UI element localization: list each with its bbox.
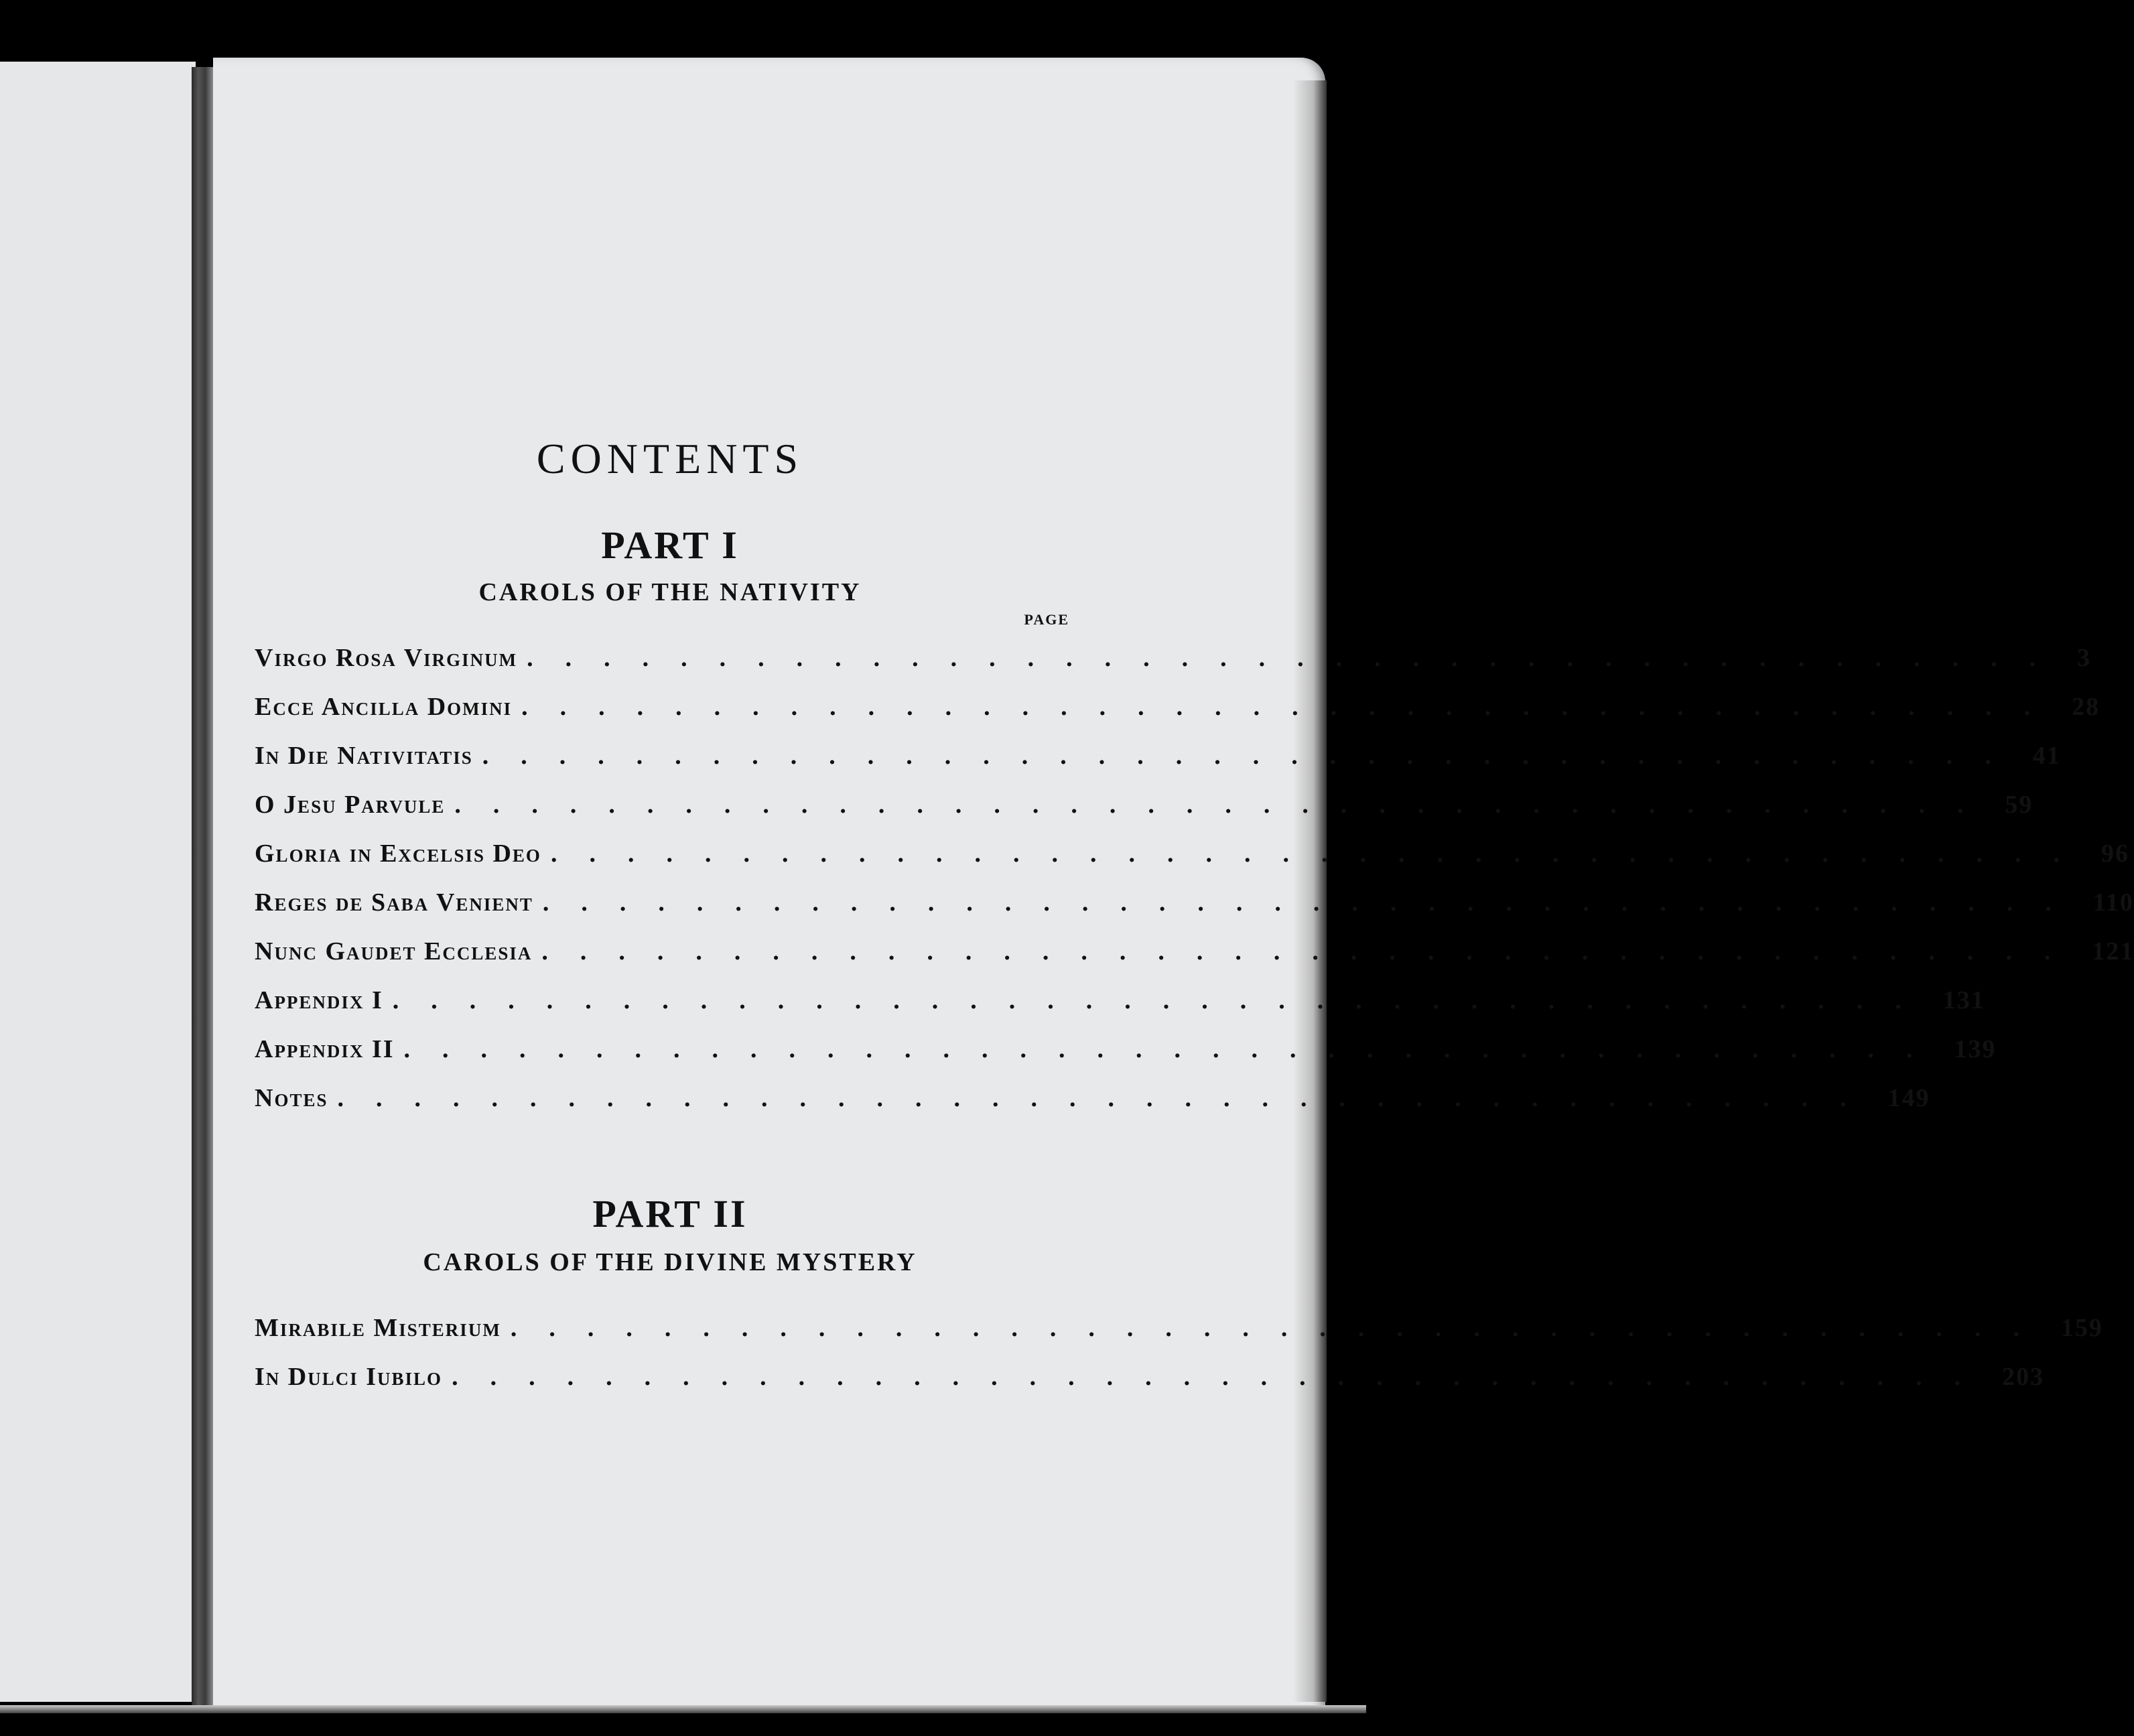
- toc-entry: [255, 741, 2061, 790]
- toc-entry-title: Gloria in Excelsis Deo: [255, 840, 541, 868]
- toc-entry-page-number: 110: [2092, 888, 2134, 917]
- toc-entry: [255, 1083, 1930, 1132]
- toc-entry-title: In Die Nativitatis: [255, 742, 473, 770]
- toc-entry-page-number: 159: [2060, 1314, 2103, 1342]
- part-1-entries: [255, 643, 2134, 1132]
- toc-entry: [255, 643, 2092, 692]
- toc-entry-title: Mirabile Misterium: [255, 1314, 501, 1342]
- toc-leader-dots: ........................................: [392, 986, 1934, 1014]
- toc-entry: [255, 937, 2134, 986]
- toc-entry: [255, 692, 2100, 741]
- toc-entry-title: Reges de Saba Venient: [255, 888, 533, 917]
- toc-entry-title: O Jesu Parvule: [255, 791, 446, 819]
- toc-entry: [255, 1313, 2103, 1362]
- toc-entry-title: Virgo Rosa Virginum: [255, 644, 518, 672]
- part-2-title: PART II: [592, 1192, 748, 1236]
- toc-entry-title: Ecce Ancilla Domini: [255, 693, 513, 721]
- toc-entry-page-number: 41: [2032, 742, 2061, 770]
- toc-leader-dots: ........................................: [510, 1314, 2052, 1342]
- part-2-entries: [255, 1313, 2103, 1411]
- toc-leader-dots: ........................................: [550, 840, 2092, 868]
- toc-leader-dots: ........................................: [482, 742, 2023, 770]
- toc-leader-dots: ........................................: [452, 1363, 1993, 1391]
- part-1-subtitle: CAROLS OF THE NATIVITY: [478, 578, 862, 606]
- toc-leader-dots: ........................................: [337, 1084, 1879, 1112]
- toc-entry-page-number: 203: [2002, 1363, 2045, 1391]
- toc-entry-page-number: 96: [2100, 840, 2129, 868]
- part-1-title: PART I: [601, 523, 739, 567]
- toc-leader-dots: ........................................: [541, 937, 2083, 965]
- toc-entry: [255, 1362, 2045, 1411]
- part-2-subtitle: CAROLS OF THE DIVINE MYSTERY: [423, 1248, 917, 1276]
- toc-entry-title: Appendix I: [255, 986, 383, 1014]
- page-title: CONTENTS: [536, 435, 804, 482]
- toc-entry-page-number: 121: [2092, 937, 2134, 965]
- toc-entry-title: Notes: [255, 1084, 328, 1112]
- toc-entry: [255, 888, 2134, 937]
- toc-leader-dots: ........................................: [521, 693, 2063, 721]
- toc-entry-title: Appendix II: [255, 1035, 395, 1063]
- toc-entry-title: In Dulci Iubilo: [255, 1363, 443, 1391]
- toc-entry-page-number: 28: [2072, 693, 2100, 721]
- toc-entry-page-number: 139: [1954, 1035, 1997, 1063]
- toc-entry-page-number: 149: [1887, 1084, 1930, 1112]
- toc-entry: [255, 986, 1985, 1034]
- toc-entry-page-number: 59: [2005, 791, 2033, 819]
- toc-entry: [255, 1034, 1997, 1083]
- toc-leader-dots: ........................................: [454, 791, 1996, 819]
- toc-leader-dots: ........................................: [542, 888, 2084, 917]
- toc-entry: [255, 790, 2033, 839]
- toc-entry-title: Nunc Gaudet Ecclesia: [255, 937, 533, 965]
- toc-entry: [255, 839, 2129, 888]
- page-column-label: PAGE: [1024, 611, 1069, 628]
- toc-entry-page-number: 131: [1942, 986, 1985, 1014]
- toc-leader-dots: ........................................: [403, 1035, 1945, 1063]
- toc-leader-dots: ........................................: [527, 644, 2068, 672]
- toc-entry-page-number: 3: [2077, 644, 2092, 672]
